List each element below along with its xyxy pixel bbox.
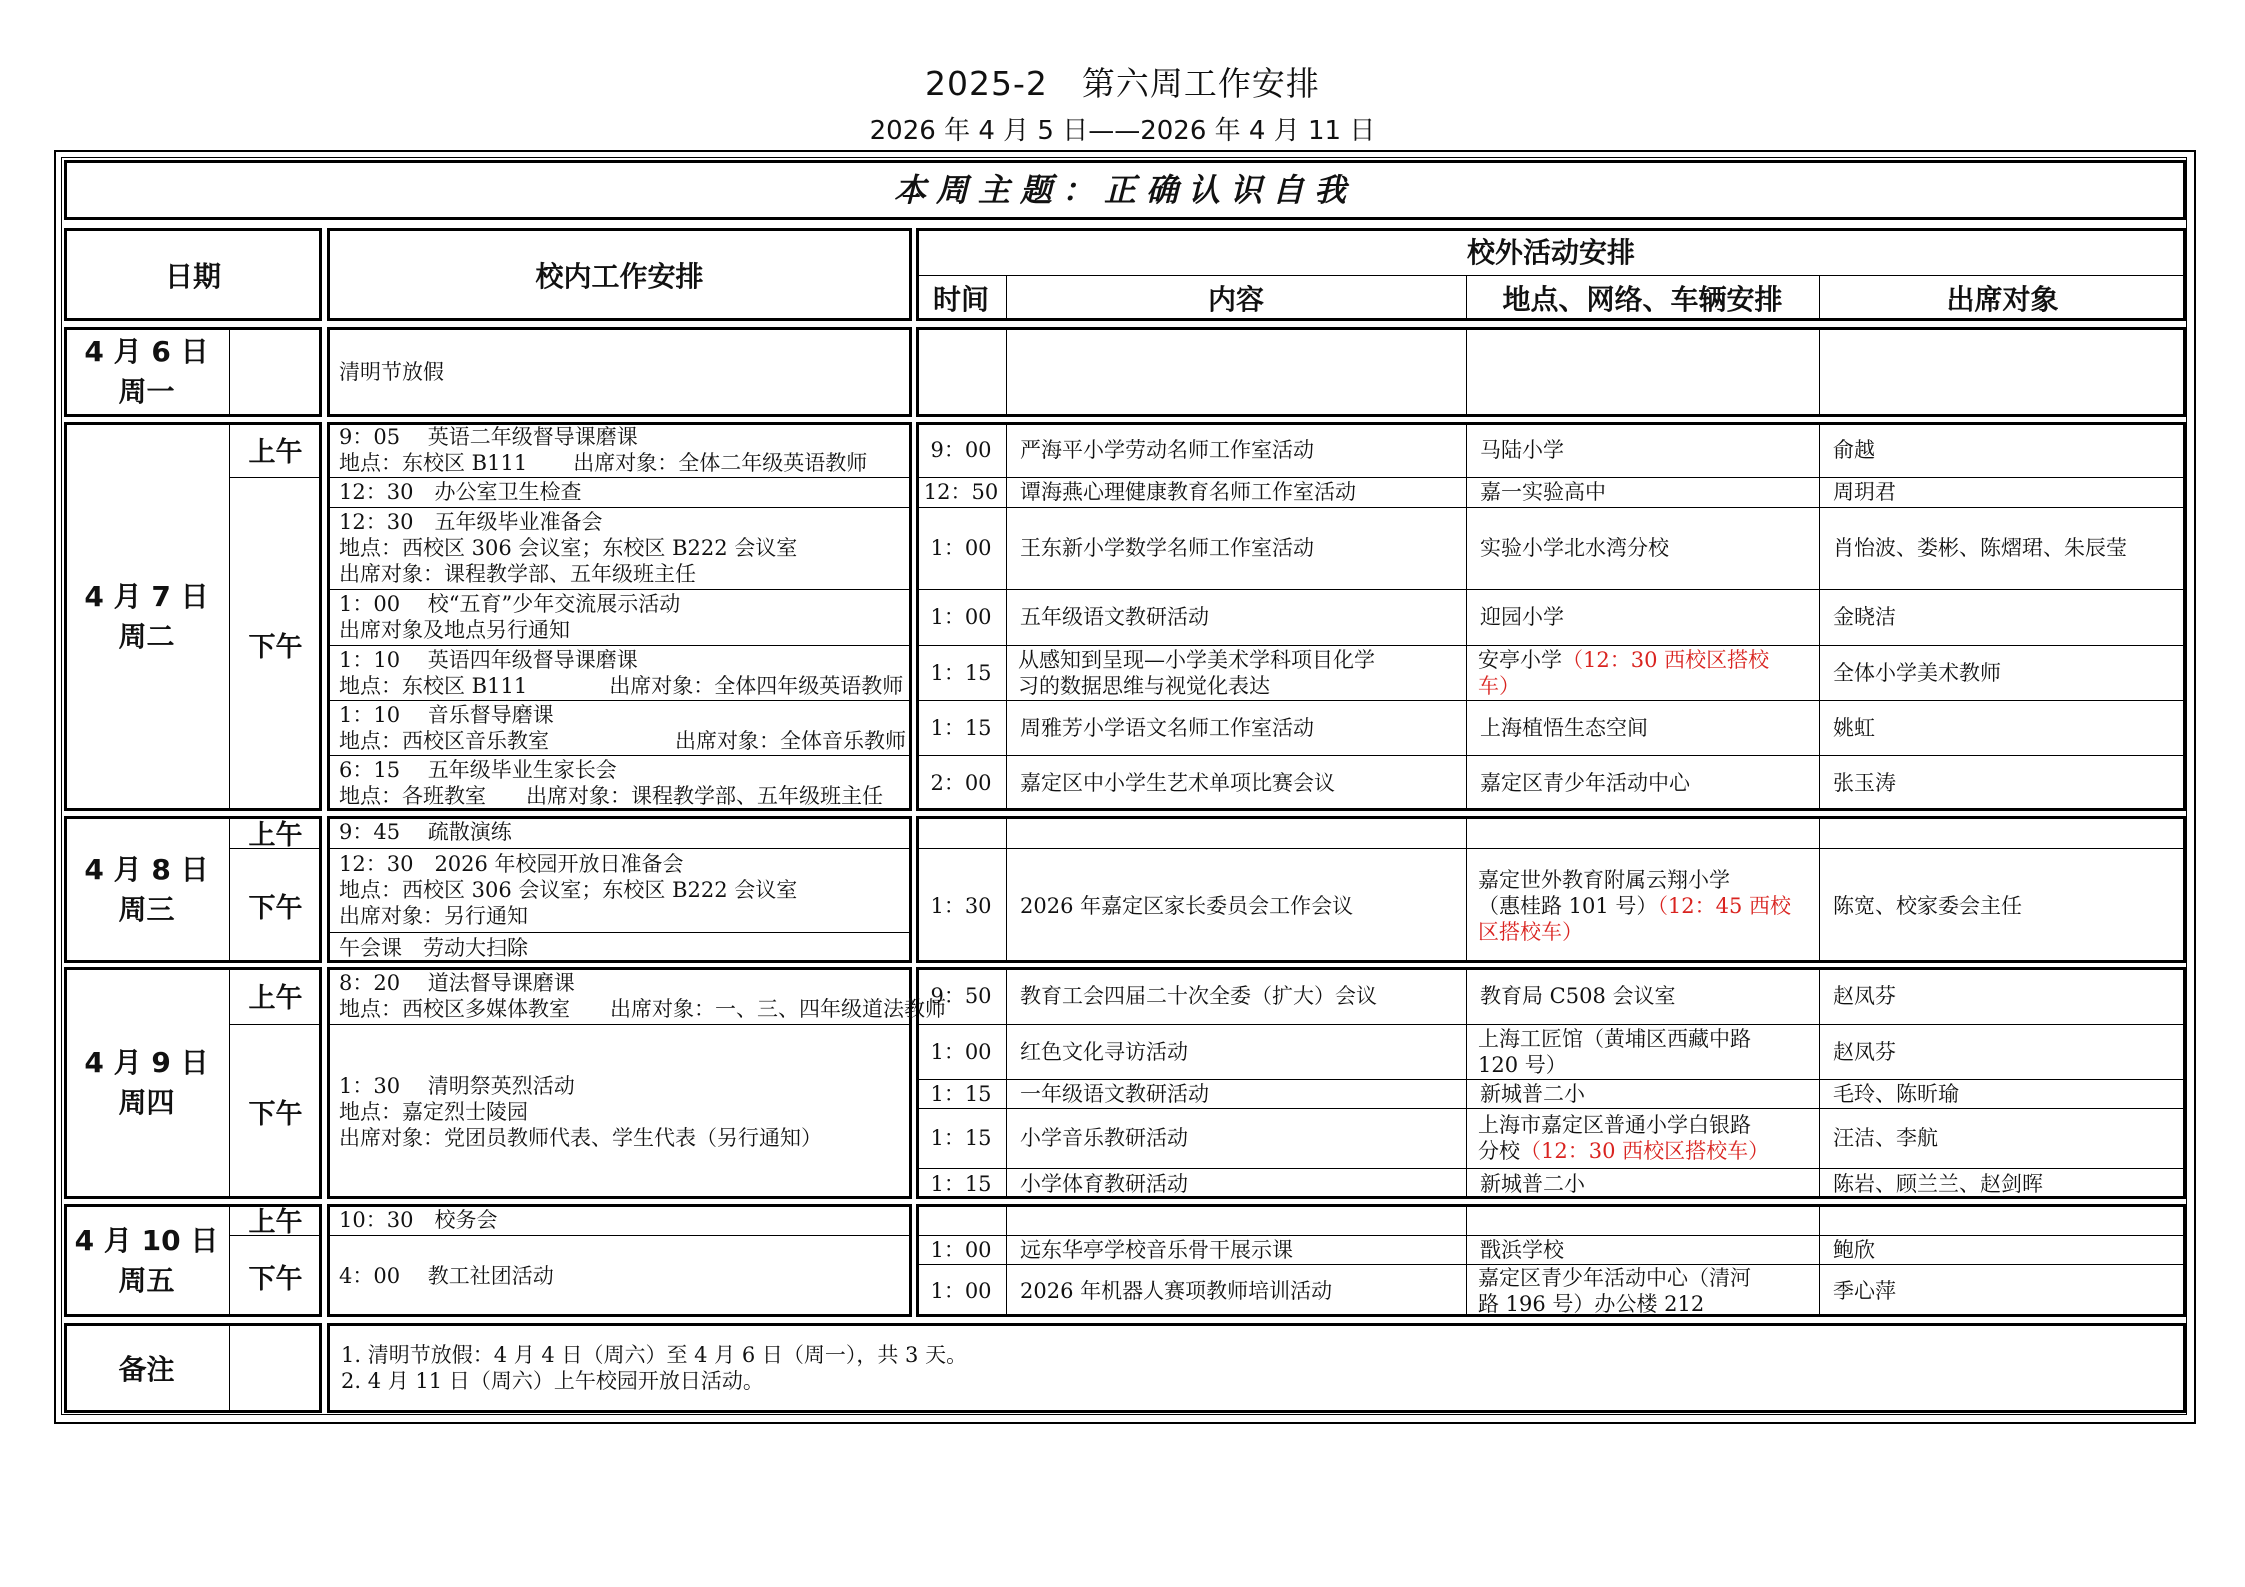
internal-line — [339, 783, 912, 809]
location: 地点：东校区 B111 — [339, 450, 528, 475]
day-4-am: 上午 — [248, 983, 303, 1014]
header-content: 内容 — [1207, 283, 1264, 316]
internal-line: 出席对象及地点另行通知 — [339, 618, 570, 642]
day-2-date — [64, 422, 229, 811]
ext-attendees: 鲍欣 — [1833, 1237, 1875, 1262]
weekly-theme: 本周主题：正确认识自我 — [64, 160, 2186, 220]
internal-line: 午会课 劳动大扫除 — [339, 935, 528, 960]
ext-content: 五年级语文教研活动 — [1020, 605, 1209, 629]
ext-place: 教育局 C508 会议室 — [1480, 983, 1676, 1008]
internal-line: 地点：西校区 306 会议室；东校区 B222 会议室 — [339, 878, 798, 902]
ext-attendees: 季心萍 — [1833, 1278, 1896, 1303]
note-item: 2. 4 月 11 日（周六）上午校园开放日活动。 — [341, 1369, 764, 1393]
internal-line: 出席对象：另行通知 — [339, 904, 528, 928]
internal-line: 12：30 五年级毕业准备会 — [339, 510, 603, 534]
note-item: 1. 清明节放假：4 月 4 日（周六）至 4 月 6 日（周一），共 3 天。 — [341, 1343, 968, 1367]
ext-time: 1：15 — [930, 715, 992, 740]
ext-place: 嘉定区青少年活动中心 — [1480, 771, 1690, 795]
day-3-date — [64, 816, 229, 963]
internal-line: 1：10 音乐督导磨课 — [339, 702, 554, 727]
internal-line — [339, 996, 946, 1022]
ext-time: 1：00 — [930, 605, 992, 629]
ext-place: 上海植悟生态空间 — [1480, 715, 1648, 740]
bus-note: 区搭校车） — [1478, 919, 1583, 944]
ext-place — [1466, 1108, 1819, 1168]
ext-time: 1：15 — [930, 1081, 992, 1106]
internal-line — [339, 673, 912, 699]
day-3-pm: 下午 — [248, 893, 303, 924]
internal-line — [339, 728, 912, 754]
internal-item — [327, 1235, 912, 1317]
internal-line: 12：30 办公室卫生检查 — [339, 480, 582, 504]
ext-time: 1：00 — [930, 536, 992, 560]
notes-list — [327, 1323, 2186, 1413]
internal-line: 12：30 2026 年校园开放日准备会 — [339, 852, 684, 876]
day-1-internal — [327, 327, 912, 417]
day-1-external-box — [916, 327, 2186, 417]
ext-attendees: 周玥君 — [1833, 480, 1896, 504]
ext-content-line: 从感知到呈现—小学美术学科项目化学 — [1018, 647, 1375, 672]
header-internal: 校内工作安排 — [535, 259, 704, 293]
day-weekday-label: 周三 — [118, 892, 175, 926]
ext-place: 戬浜学校 — [1480, 1237, 1564, 1262]
day-5-date — [64, 1204, 229, 1317]
ext-place: 嘉一实验高中 — [1480, 480, 1606, 504]
place-name: 分校 — [1478, 1139, 1520, 1163]
internal-item — [327, 700, 912, 755]
ext-content: 2026 年嘉定区家长委员会工作会议 — [1020, 893, 1354, 918]
ext-attendees: 张玉涛 — [1833, 771, 1896, 795]
ext-content: 王东新小学数学名师工作室活动 — [1020, 536, 1314, 560]
ext-place: 新城普二小 — [1480, 1171, 1585, 1196]
header-time: 时间 — [932, 283, 989, 316]
ext-attendees: 姚虹 — [1833, 715, 1875, 740]
internal-line: 地点：嘉定烈士陵园 — [339, 1099, 528, 1124]
ext-attendees: 肖怡波、娄彬、陈熠珺、朱辰莹 — [1833, 536, 2127, 560]
ext-attendees: 赵凤芬 — [1833, 1039, 1896, 1064]
ext-content: 红色文化寻访活动 — [1020, 1039, 1188, 1064]
ext-place-line: 上海市嘉定区普通小学白银路 — [1478, 1113, 1751, 1137]
day-weekday-label: 周四 — [118, 1086, 175, 1119]
internal-line: 1：10 英语四年级督导课磨课 — [339, 647, 638, 672]
ext-attendees: 陈宽、校家委会主任 — [1833, 893, 2022, 918]
ext-content: 远东华亭学校音乐骨干展示课 — [1020, 1237, 1293, 1262]
ext-place-line: 上海工匠馆（黄埔区西藏中路 — [1478, 1026, 1751, 1051]
location: 地点：西校区音乐教室 — [339, 728, 549, 753]
ext-content: 小学音乐教研活动 — [1020, 1126, 1188, 1150]
ext-time: 1：15 — [930, 1126, 992, 1150]
ext-time: 1：00 — [930, 1237, 992, 1262]
internal-item — [327, 932, 912, 963]
ext-place: 新城普二小 — [1480, 1081, 1585, 1106]
ext-attendees: 毛玲、陈昕瑜 — [1833, 1081, 1959, 1106]
day-1-date — [64, 327, 229, 417]
bus-note: （12：45 西校 — [1657, 893, 1792, 918]
internal-item — [327, 1024, 912, 1199]
day-weekday-label: 周一 — [118, 375, 175, 408]
ext-time: 9：50 — [930, 983, 992, 1008]
day-weekday-label: 周五 — [118, 1263, 175, 1297]
place-name: （惠桂路 101 号） — [1478, 893, 1658, 918]
ext-content: 严海平小学劳动名师工作室活动 — [1020, 437, 1314, 462]
header-attendees: 出席对象 — [1946, 283, 2059, 316]
ext-attendees: 金晓洁 — [1833, 605, 1896, 629]
attendees: 出席对象：全体二年级英语教师 — [573, 450, 868, 475]
day-4-pm: 下午 — [248, 1099, 303, 1130]
header-external: 校外活动安排 — [1466, 236, 1635, 269]
internal-line: 清明节放假 — [339, 360, 444, 384]
ext-attendees: 汪洁、李航 — [1833, 1126, 1938, 1150]
ext-time: 1：15 — [930, 1171, 992, 1196]
ext-content-line: 习的数据思维与视觉化表达 — [1018, 673, 1270, 698]
internal-item — [327, 816, 912, 848]
internal-line: 9：45 疏散演练 — [339, 820, 512, 844]
internal-line: 4：00 教工社团活动 — [339, 1264, 554, 1288]
ext-attendees: 全体小学美术教师 — [1833, 660, 2001, 685]
ext-content: 嘉定区中小学生艺术单项比赛会议 — [1020, 771, 1335, 795]
internal-line: 出席对象：党团员教师代表、学生代表（另行通知） — [339, 1125, 822, 1150]
ext-time: 12：50 — [923, 480, 999, 504]
day-5-am: 上午 — [248, 1207, 303, 1238]
internal-item — [327, 589, 912, 645]
ext-place: 实验小学北水湾分校 — [1480, 536, 1669, 560]
internal-line: 10：30 校务会 — [339, 1207, 498, 1232]
ext-attendees: 赵凤芬 — [1833, 983, 1896, 1008]
ext-time: 1：15 — [930, 660, 992, 685]
internal-item — [327, 848, 912, 932]
day-date-label: 4 月 7 日 — [84, 579, 209, 613]
day-5-pm: 下午 — [248, 1263, 303, 1295]
location: 地点：西校区多媒体教室 — [339, 996, 570, 1021]
ext-place-line: 路 196 号）办公楼 212 — [1478, 1291, 1705, 1316]
day-date-label: 4 月 6 日 — [84, 335, 209, 368]
attendees: 出席对象：课程教学部、五年级班主任 — [526, 784, 883, 808]
place-name: 安亭小学 — [1478, 647, 1562, 672]
ext-content — [1006, 645, 1466, 700]
internal-line: 1：30 清明祭英烈活动 — [339, 1073, 575, 1098]
day-date-label: 4 月 9 日 — [84, 1046, 209, 1079]
ext-place: 马陆小学 — [1480, 437, 1564, 462]
day-4-date — [64, 967, 229, 1199]
bus-note: 车） — [1478, 673, 1520, 698]
bus-note: （12：30 西校区搭校车） — [1520, 1139, 1770, 1163]
header-date: 日期 — [164, 259, 221, 293]
ext-content: 周雅芳小学语文名师工作室活动 — [1020, 715, 1314, 740]
date-range: 2026 年 4 月 5 日——2026 年 4 月 11 日 — [869, 116, 1376, 146]
internal-line: 出席对象：课程教学部、五年级班主任 — [339, 562, 696, 586]
ext-attendees: 俞越 — [1833, 437, 1875, 462]
ext-time: 9：00 — [930, 437, 992, 462]
internal-line: 1：00 校“五育”少年交流展示活动 — [339, 592, 681, 616]
day-2-am: 上午 — [248, 437, 303, 468]
ext-place-line — [1478, 1138, 1819, 1164]
ext-content: 谭海燕心理健康教育名师工作室活动 — [1020, 480, 1356, 504]
day-2-pm: 下午 — [248, 631, 303, 663]
internal-item — [327, 645, 912, 700]
day-3-am: 上午 — [248, 819, 303, 851]
internal-item — [327, 1204, 912, 1235]
ext-place-line: 嘉定世外教育附属云翔小学 — [1478, 867, 1730, 892]
ext-place — [1466, 1264, 1819, 1317]
internal-item — [327, 755, 912, 811]
ext-place: 迎园小学 — [1480, 605, 1564, 629]
ext-place-line: 120 号） — [1478, 1052, 1567, 1077]
ext-place-line — [1478, 647, 1819, 673]
ext-content: 小学体育教研活动 — [1020, 1171, 1188, 1196]
ext-content: 教育工会四届二十次全委（扩大）会议 — [1020, 983, 1377, 1008]
ext-time: 2：00 — [930, 771, 992, 795]
ext-time: 1：00 — [930, 1039, 992, 1064]
location: 地点：东校区 B111 — [339, 673, 528, 698]
attendees: 出席对象：全体音乐教师 — [675, 728, 906, 753]
internal-item — [327, 477, 912, 507]
internal-line — [339, 450, 912, 476]
internal-line: 地点：西校区 306 会议室；东校区 B222 会议室 — [339, 536, 798, 560]
ext-attendees: 陈岩、顾兰兰、赵剑晖 — [1833, 1171, 2043, 1196]
location: 地点：各班教室 — [339, 784, 486, 808]
day-weekday-label: 周二 — [118, 619, 175, 653]
internal-line: 6：15 五年级毕业生家长会 — [339, 758, 617, 782]
attendees: 出席对象：一、三、四年级道法教师 — [610, 996, 946, 1021]
ext-content: 一年级语文教研活动 — [1020, 1081, 1209, 1106]
ext-time: 1：30 — [930, 893, 992, 918]
day-date-label: 4 月 10 日 — [74, 1223, 219, 1257]
internal-item — [327, 422, 912, 477]
ext-place-line: 嘉定区青少年活动中心（清河 — [1478, 1265, 1751, 1290]
ext-place-line — [1478, 893, 1819, 919]
day-date-label: 4 月 8 日 — [84, 852, 209, 886]
ext-place — [1466, 645, 1819, 700]
internal-item — [327, 967, 946, 1024]
header-place: 地点、网络、车辆安排 — [1502, 283, 1783, 316]
page-title: 2025-2 第六周工作安排 — [925, 64, 1320, 103]
ext-time: 1：00 — [930, 1278, 992, 1303]
internal-line: 9：05 英语二年级督导课磨课 — [339, 424, 638, 449]
ext-place — [1466, 1024, 1819, 1079]
internal-item — [327, 507, 912, 589]
ext-place — [1466, 848, 1819, 963]
notes-label: 备注 — [118, 1353, 175, 1386]
attendees: 出席对象：全体四年级英语教师 — [609, 673, 904, 698]
bus-note: （12：30 西校区搭校 — [1562, 647, 1770, 672]
internal-line: 8：20 道法督导课磨课 — [339, 970, 575, 995]
ext-content: 2026 年机器人赛项教师培训活动 — [1020, 1278, 1333, 1303]
